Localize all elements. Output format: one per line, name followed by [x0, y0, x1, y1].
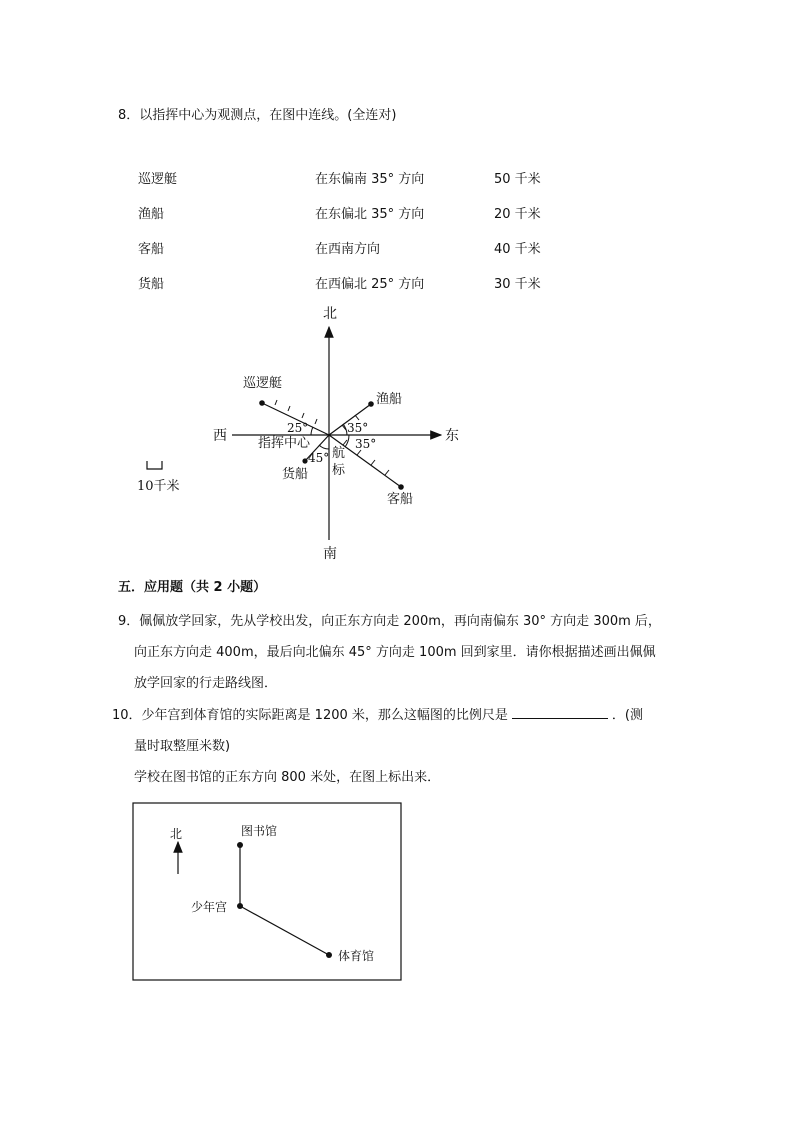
library-label: 图书馆	[241, 824, 278, 838]
q8-direction: 在西偏北 25° 方向	[315, 277, 425, 292]
east-label: 东	[445, 428, 459, 444]
vessel-name: 货船	[138, 277, 165, 292]
vessel-name: 客船	[138, 242, 165, 257]
q8-direction: 在东偏南 35° 方向	[315, 172, 425, 187]
q9-line3: 放学回家的行走路线图．	[134, 676, 278, 691]
south-label: 南	[323, 546, 337, 562]
patrol-label: 巡逻艇	[243, 376, 283, 391]
angle-25-label: 25°	[287, 421, 309, 435]
q8-distance: 50 千米	[494, 172, 541, 187]
q8-direction: 在西南方向	[315, 242, 381, 257]
q10-line2: 量时取整厘米数)	[134, 739, 231, 754]
q10-line1-tail: ．(测	[611, 708, 643, 723]
q8-distance: 20 千米	[494, 207, 541, 222]
q8-direction: 在东偏北 35° 方向	[315, 207, 425, 222]
fishing-label: 渔船	[376, 392, 403, 407]
passenger-label: 客船	[387, 492, 414, 507]
youth-palace-point	[237, 903, 243, 909]
west-label: 西	[213, 428, 227, 444]
angle-45-label: 45°	[308, 451, 330, 465]
vessel-name: 巡逻艇	[138, 172, 178, 187]
library-point	[237, 842, 243, 848]
section-title: 五．应用题（共 2 小题）	[118, 580, 267, 595]
gym-route	[240, 906, 329, 955]
cargo-label: 货船	[282, 467, 309, 482]
north-label: 北	[323, 306, 337, 322]
q9-line1: 9．佩佩放学回家，先从学校出发，向正东方向走 200m，再向南偏东 30° 方向走 300m 后，	[118, 614, 661, 629]
angle-35a-label: 35°	[347, 421, 369, 435]
q8-distance: 30 千米	[494, 277, 541, 292]
q8-title: 8．以指挥中心为观测点，在图中连线。(全连对)	[118, 108, 397, 123]
q8-distance: 40 千米	[494, 242, 541, 257]
buoy-label-1: 航	[332, 446, 346, 461]
buoy-label-2: 标	[332, 463, 346, 478]
scale-label: 10千米	[137, 479, 180, 494]
angle-35b-label: 35°	[355, 437, 377, 451]
gym-point	[326, 952, 332, 958]
q10-line3: 学校在图书馆的正东方向 800 米处，在图上标出来．	[134, 770, 441, 785]
center-label: 指挥中心	[258, 436, 311, 451]
gym-label: 体育馆	[338, 949, 375, 963]
map-north-label: 北	[170, 827, 183, 841]
q10-line1-text: 10．少年宫到体育馆的实际距离是 1200 米，那么这幅图的比例尺是	[112, 708, 508, 723]
youth-palace-label: 少年宫	[191, 900, 228, 914]
q9-line2: 向正东方向走 400m，最后向北偏东 45° 方向走 100m 回到家里．请你根据描述画出佩佩	[134, 645, 656, 660]
vessel-name: 渔船	[138, 207, 165, 222]
